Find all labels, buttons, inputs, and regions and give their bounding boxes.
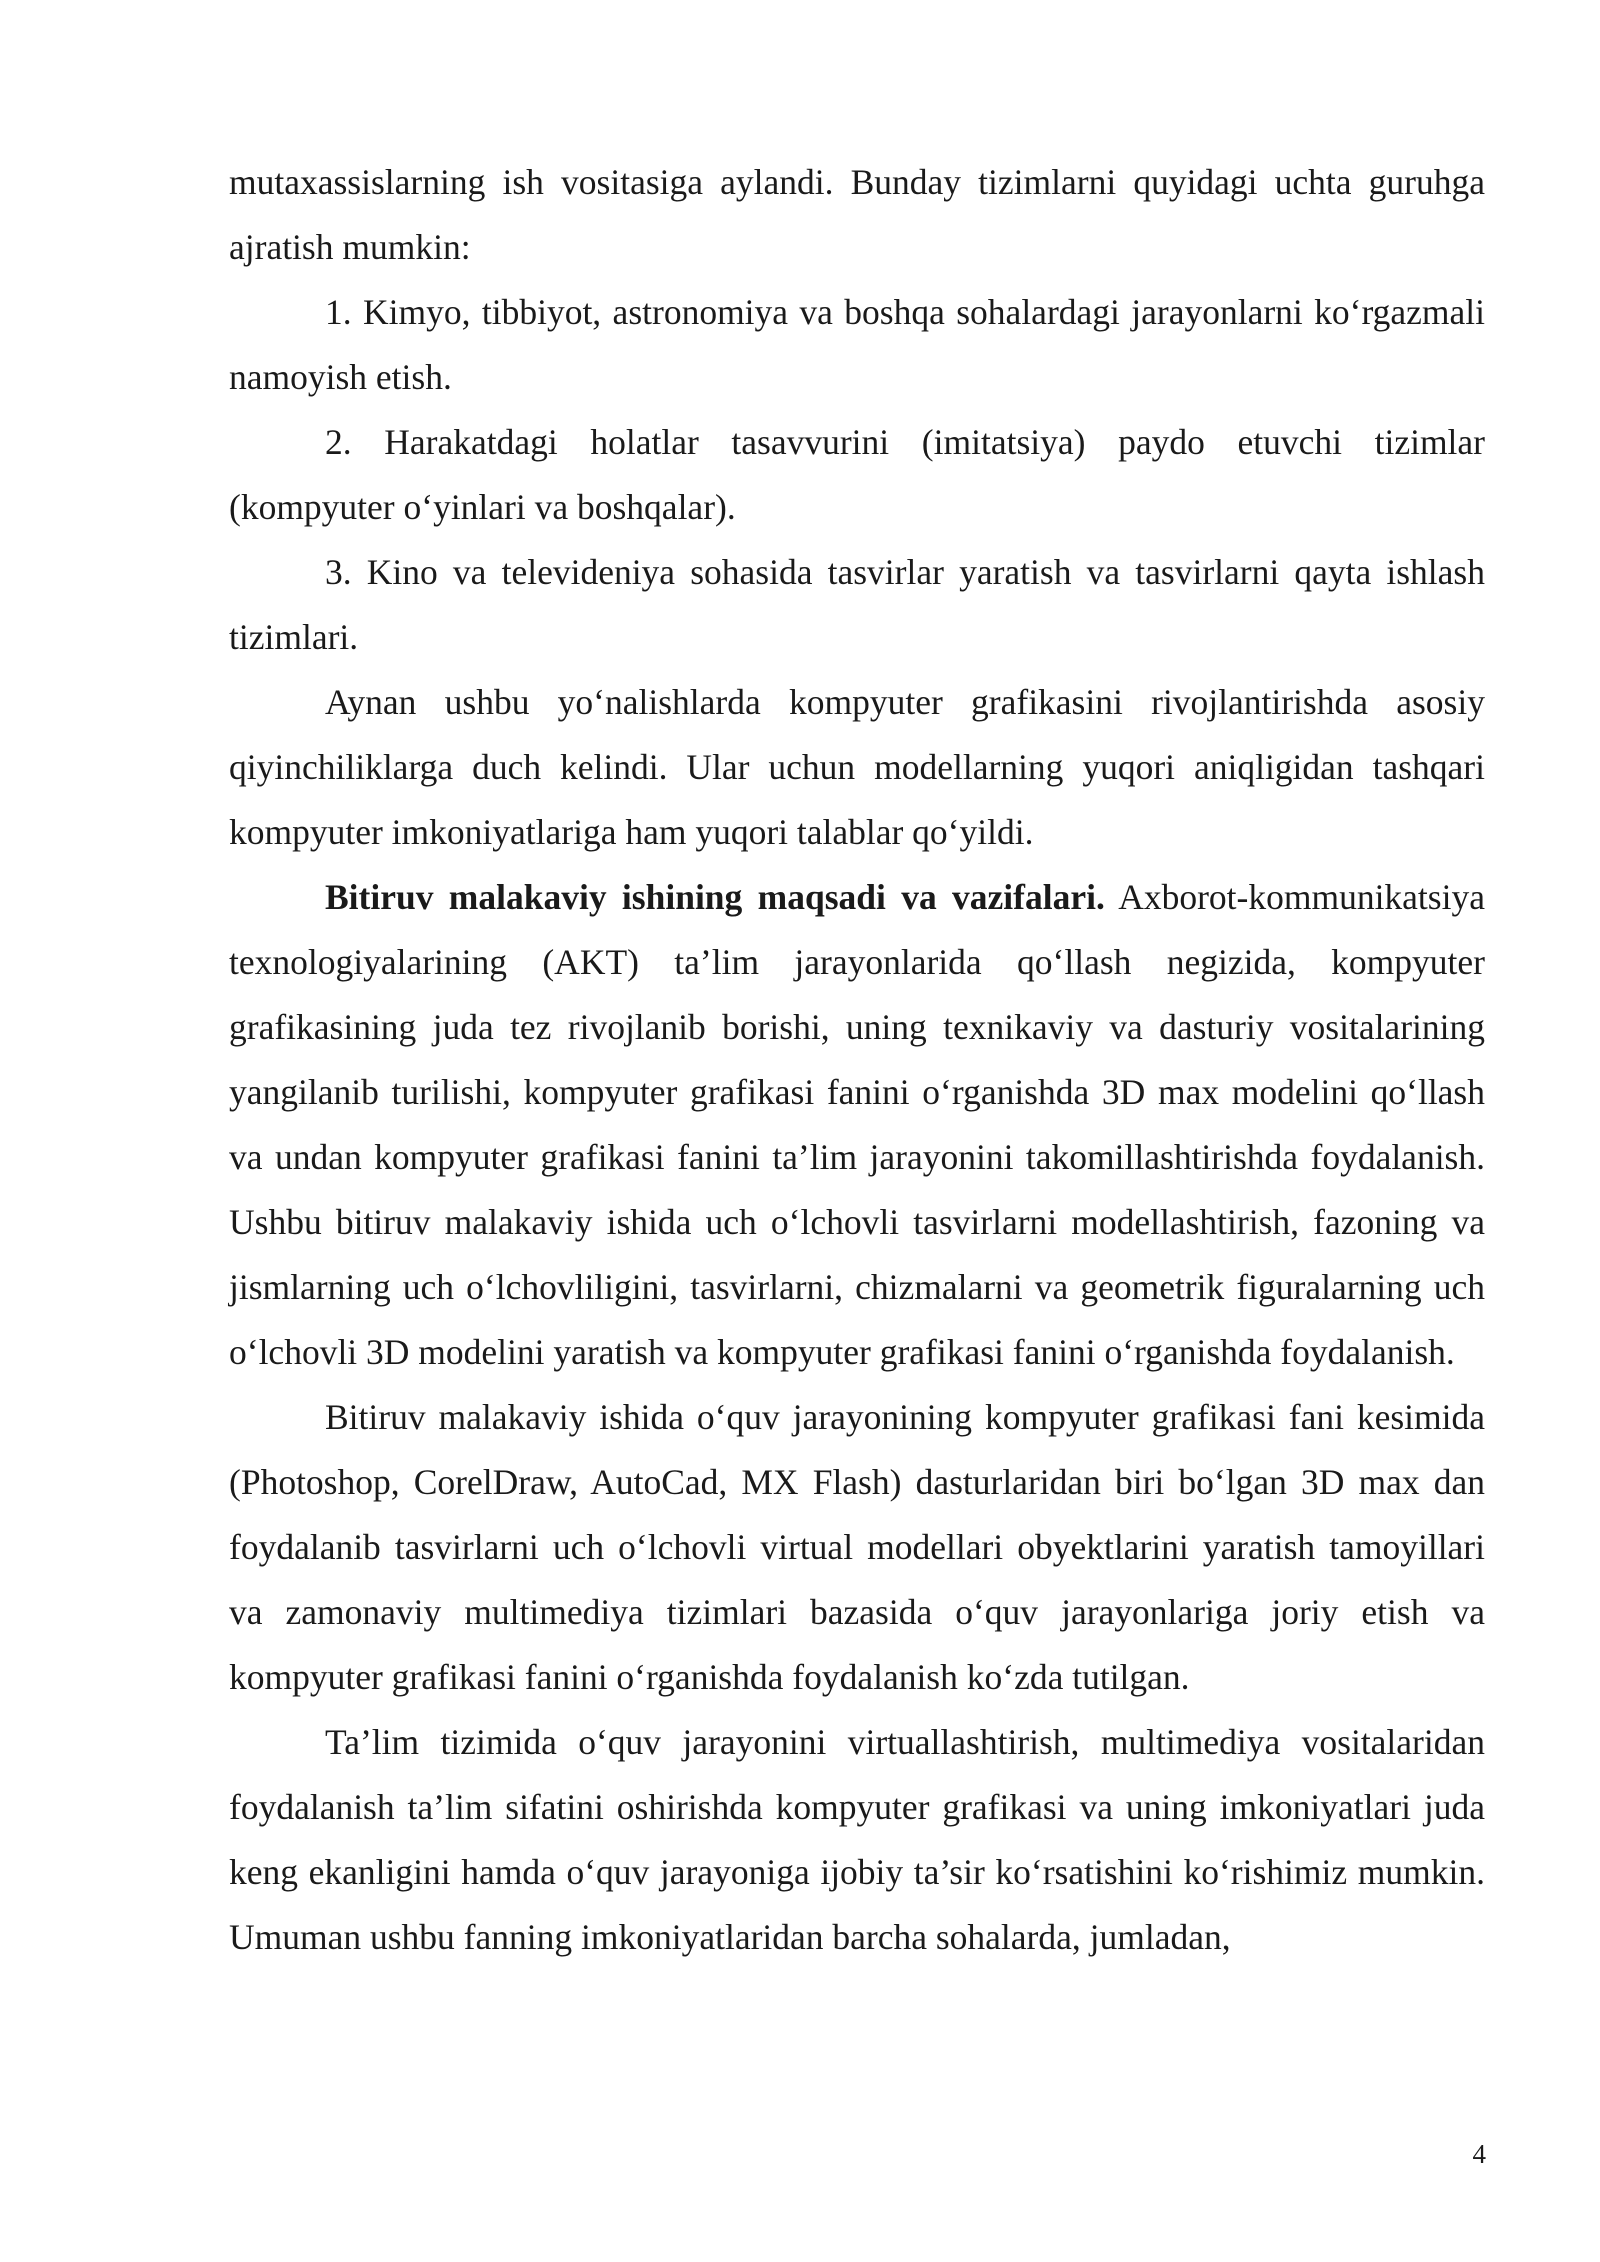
paragraph-text: Aynan ushbu yo‘nalishlarda kompyuter grafikasini rivojlantirishda asosiy qiyinchiliklarga duch kelindi. Ular uchun modellarning yuqori aniqligidan tashqari kompyuter imkoniyatlariga ham yuqori talablar qo‘yildi. xyxy=(229,682,1485,852)
paragraph-list-item-2 xyxy=(229,410,1485,540)
paragraph-text: Ta’lim tizimida o‘quv jarayonini virtuallashtirish, multimediya vositalaridan foydalanish ta’lim sifatini oshirishda kompyuter grafikasi va uning imkoniyatlari juda keng ekanligini hamda o‘quv jarayoniga ijobiy ta’sir ko‘rsatishini ko‘rishimiz mumkin. Umuman ushbu fanning imkoniyatlaridan barcha sohalarda, jumladan, xyxy=(229,1722,1485,1957)
paragraph-intro xyxy=(229,150,1485,280)
paragraph-list-item-1 xyxy=(229,280,1485,410)
paragraph-text: Axborot-kommunikatsiya texnologiyalarining (AKT) ta’lim jarayonlarida qo‘llash negizida, kompyuter grafikasining juda tez rivojlanib borishi, uning texnikaviy va dasturiy vositalarining yangilanib turilishi, kompyuter grafikasi fanini o‘rganishda 3D max modelini qo‘llash va undan kompyuter grafikasi fanini ta’lim jarayonini takomillashtirishda foydalanish. Ushbu bitiruv malakaviy ishida uch o‘lchovli tasvirlarni modellashtirish, fazoning va jismlarning uch o‘lchovliligini, tasvirlarni, chizmalarni va geometrik figuralarning uch o‘lchovli 3D modelini yaratish va kompyuter grafikasi fanini o‘rganishda foydalanish. xyxy=(229,877,1485,1372)
body-text xyxy=(229,150,1485,1970)
paragraph-text: 2. Harakatdagi holatlar tasavvurini (imitatsiya) paydo etuvchi tizimlar (kompyuter o‘yinlari va boshqalar). xyxy=(229,422,1485,527)
paragraph-list-item-3 xyxy=(229,540,1485,670)
paragraph xyxy=(229,1710,1485,1970)
paragraph xyxy=(229,670,1485,865)
paragraph-text: 3. Kino va televideniya sohasida tasvirlar yaratish va tasvirlarni qayta ishlash tizimlari. xyxy=(229,552,1485,657)
paragraph-goals xyxy=(229,865,1485,1385)
paragraph-bold-lead: Bitiruv malakaviy ishining maqsadi va vazifalari. xyxy=(325,877,1105,917)
page-number: 4 xyxy=(1472,2139,1486,2169)
paragraph-text: 1. Kimyo, tibbiyot, astronomiya va boshqa sohalardagi jarayonlarni ko‘rgazmali namoyish etish. xyxy=(229,292,1485,397)
paragraph xyxy=(229,1385,1485,1710)
paragraph-text: mutaxassislarning ish vositasiga aylandi. Bunday tizimlarni quyidagi uchta guruhga ajratish mumkin: xyxy=(229,162,1485,267)
paragraph-text: Bitiruv malakaviy ishida o‘quv jarayonining kompyuter grafikasi fani kesimida (Photoshop, CorelDraw, AutoCad, MX Flash) dasturlaridan biri bo‘lgan 3D max dan foydalanib tasvirlarni uch o‘lchovli virtual modellari obyektlarini yaratish tamoyillari va zamonaviy multimediya tizimlari bazasida o‘quv jarayonlariga joriy etish va kompyuter grafikasi fanini o‘rganishda foydalanish ko‘zda tutilgan. xyxy=(229,1397,1485,1697)
